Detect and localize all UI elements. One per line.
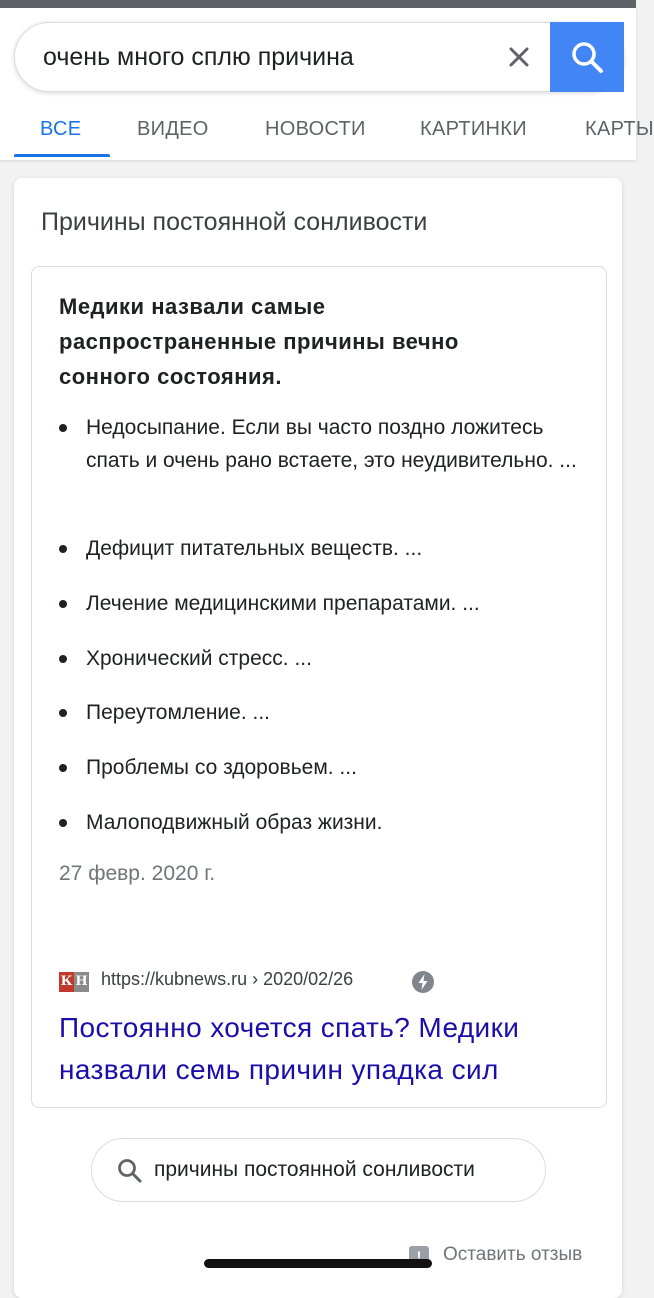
bullet-dot	[59, 709, 67, 717]
snippet-heading: Медики назвали самые распространенные причины вечно сонного состояния.	[59, 294, 459, 389]
home-indicator[interactable]	[204, 1259, 432, 1268]
source-url[interactable]: https://kubnews.ru › 2020/02/26	[101, 969, 354, 989]
list-item	[59, 411, 579, 477]
bullet-dot	[59, 655, 67, 663]
tab-maps[interactable]: КАРТЫ	[585, 118, 654, 140]
result-title-link[interactable]: Постоянно хочется спать? Медики назвали семь причин упадка сил	[59, 1012, 520, 1085]
list-item-text: Лечение медицинскими препаратами. ...	[86, 592, 480, 615]
bullet-dot	[59, 600, 67, 608]
list-item	[59, 642, 579, 675]
list-item-text: Проблемы со здоровьем. ...	[86, 756, 357, 779]
snippet-date: 27 февр. 2020 г.	[59, 862, 216, 885]
search-icon	[570, 40, 604, 74]
bullet-dot	[59, 819, 67, 827]
list-item	[59, 532, 579, 565]
tab-news[interactable]: НОВОСТИ	[265, 118, 366, 140]
list-item-text: Дефицит питательных веществ. ...	[86, 537, 423, 560]
featured-snippet-card	[14, 178, 622, 1298]
list-item	[59, 696, 579, 729]
list-item-text: Хронический стресс. ...	[86, 647, 312, 670]
search-box[interactable]	[14, 22, 624, 92]
kubnews-favicon-icon	[59, 972, 89, 992]
bullet-dot	[59, 545, 67, 553]
list-item	[59, 587, 579, 620]
related-search-chip[interactable]	[91, 1138, 546, 1202]
status-bar-strip	[0, 0, 636, 8]
amp-lightning-icon	[411, 970, 435, 994]
featured-snippet-title: Причины постоянной сонливости	[41, 208, 428, 236]
search-header	[0, 8, 654, 160]
list-item	[59, 806, 579, 839]
search-tabs	[0, 106, 654, 160]
close-icon[interactable]	[499, 37, 539, 77]
featured-snippet-box[interactable]	[31, 266, 607, 1108]
favicon-letter: Н	[74, 972, 89, 992]
feedback-label: Оставить отзыв	[443, 1244, 583, 1265]
list-item-text: Недосыпание. Если вы часто поздно ложитесь спать и очень рано встаете, это неудивительно. ...	[86, 416, 577, 472]
list-item-text: Малоподвижный образ жизни.	[86, 811, 383, 834]
tab-all[interactable]: ВСЕ	[40, 118, 82, 140]
list-item	[59, 751, 579, 784]
bullet-dot	[59, 764, 67, 772]
feedback-link[interactable]	[409, 1244, 609, 1274]
favicon-letter: К	[59, 972, 74, 992]
active-tab-indicator	[14, 154, 110, 157]
search-icon	[116, 1157, 144, 1185]
bullet-dot	[59, 424, 67, 432]
search-input[interactable]: очень много сплю причина	[43, 43, 354, 71]
related-search-label: причины постоянной сонливости	[154, 1158, 475, 1181]
list-item-text: Переутомление. ...	[86, 701, 271, 724]
source-row[interactable]	[59, 967, 579, 997]
tab-images[interactable]: КАРТИНКИ	[420, 118, 527, 140]
tab-video[interactable]: ВИДЕО	[137, 118, 209, 140]
search-button[interactable]	[550, 22, 624, 92]
